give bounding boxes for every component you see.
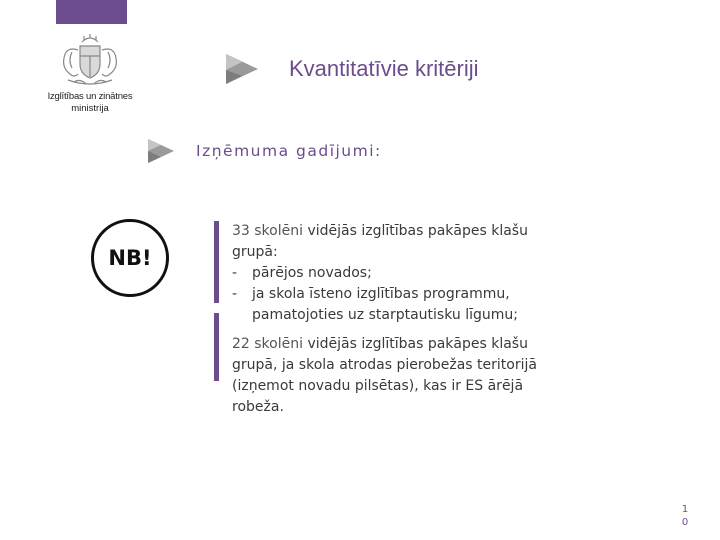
bullet-dash: - xyxy=(232,265,238,281)
block2-line1 xyxy=(232,334,612,355)
bullet-text: ja skola īsteno izglītības programmu, xyxy=(252,286,510,302)
block1-line1-rest: vidējās izglītības pakāpes klašu xyxy=(303,223,528,239)
bullet-text: pārējos novados; xyxy=(252,265,372,281)
block2-line: grupā, ja skola atrodas pierobežas teritorijā xyxy=(232,357,537,373)
ministry-logo xyxy=(40,34,140,124)
list-item xyxy=(232,284,612,305)
block2-line1-rest: vidējās izglītības pakāpes klašu xyxy=(303,336,528,352)
section-subtitle: Izņēmuma gadījumi: xyxy=(196,142,382,160)
arrow-right-icon xyxy=(224,52,260,86)
page-number xyxy=(680,503,690,529)
block2-line: robeža. xyxy=(232,399,284,415)
page-number-digit: 1 xyxy=(681,504,689,515)
block1-strong: 33 skolēni xyxy=(232,223,303,239)
criterion-block-1 xyxy=(232,221,612,326)
arrow-right-icon xyxy=(146,137,176,165)
block1-line2: grupā: xyxy=(232,244,278,260)
nb-badge xyxy=(91,219,169,297)
top-accent-bar xyxy=(56,0,127,24)
slide-title: Kvantitatīvie kritēriji xyxy=(289,56,479,81)
nb-label: NB! xyxy=(108,246,152,270)
list-item xyxy=(232,263,612,284)
logo-text-line1: Izglītības un zinātnes xyxy=(47,91,133,102)
block2-strong: 22 skolēni xyxy=(232,336,303,352)
block2-line: (izņemot novadu pilsētas), kas ir ES ārējā xyxy=(232,378,524,394)
accent-bar-2 xyxy=(214,313,219,381)
block1-line1 xyxy=(232,221,612,242)
coat-of-arms-icon xyxy=(50,34,130,90)
criterion-block-2 xyxy=(232,334,612,418)
page-number-digit: 0 xyxy=(681,517,689,528)
accent-bar-1 xyxy=(214,221,219,303)
bullet-continuation: pamatojoties uz starptautisku līgumu; xyxy=(252,307,518,323)
bullet-dash: - xyxy=(232,286,238,302)
logo-text-line2: ministrija xyxy=(71,103,109,114)
